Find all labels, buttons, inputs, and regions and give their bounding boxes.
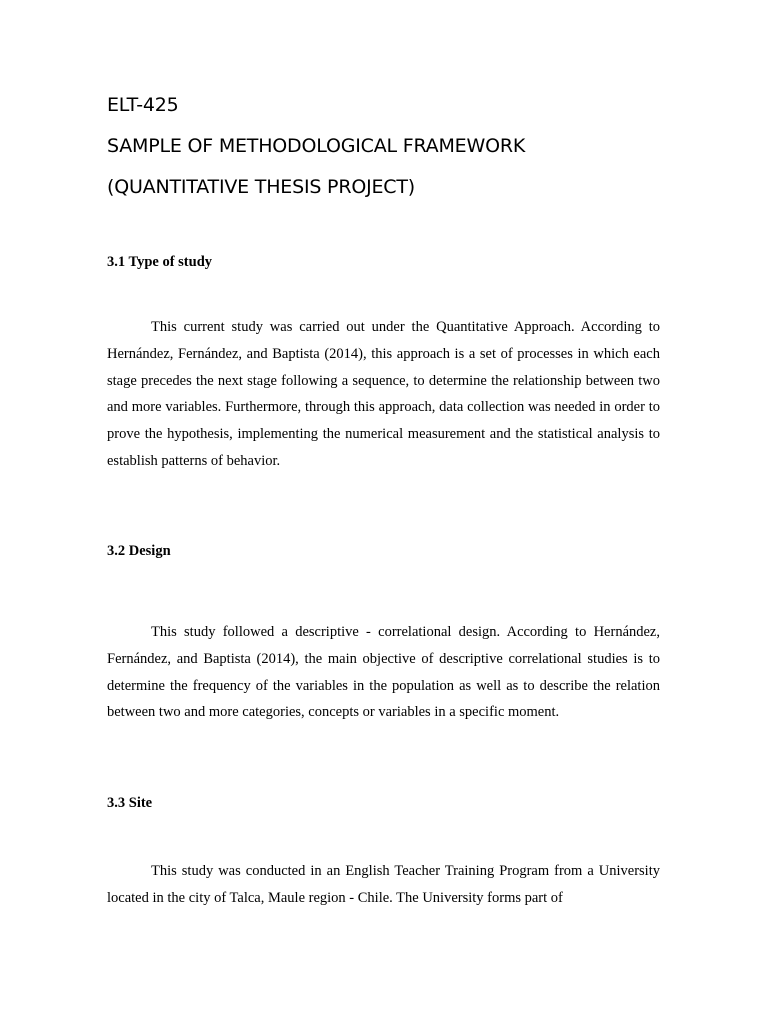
section-paragraph-design: This study followed a descriptive - correlational design. According to Hernández, Fernández, and Baptista (2014), the main objective of descriptive correlational studies is to determine the frequency of the variables in the population as well as to describe the relation between two and more categories, concepts or variables in a specific moment. <box>107 624 660 721</box>
course-code: ELT-425 <box>107 94 179 116</box>
section-heading-type-of-study: 3.1 Type of study <box>107 254 213 270</box>
section-heading-site: 3.3 Site <box>107 795 153 811</box>
section-paragraph-type-of-study: This current study was carried out under the Quantitative Approach. According to Hernández, Fernández, and Baptista (2014), this approach is a set of processes in which each stage precedes the next stage following a sequence, to determine the relationship between two and more variables. Furthermore, through this approach, data collection was needed in order to prove the hypothesis, implementing the numerical measurement and the statistical analysis to establish patterns of behavior. <box>107 319 660 469</box>
document-title: SAMPLE OF METHODOLOGICAL FRAMEWORK <box>107 135 526 157</box>
section-heading-design: 3.2 Design <box>107 543 171 559</box>
document-subtitle: (QUANTITATIVE THESIS PROJECT) <box>107 176 415 198</box>
section-paragraph-site: This study was conducted in an English Teacher Training Program from a University located in the city of Talca, Maule region - Chile. The University forms part of <box>107 863 660 906</box>
